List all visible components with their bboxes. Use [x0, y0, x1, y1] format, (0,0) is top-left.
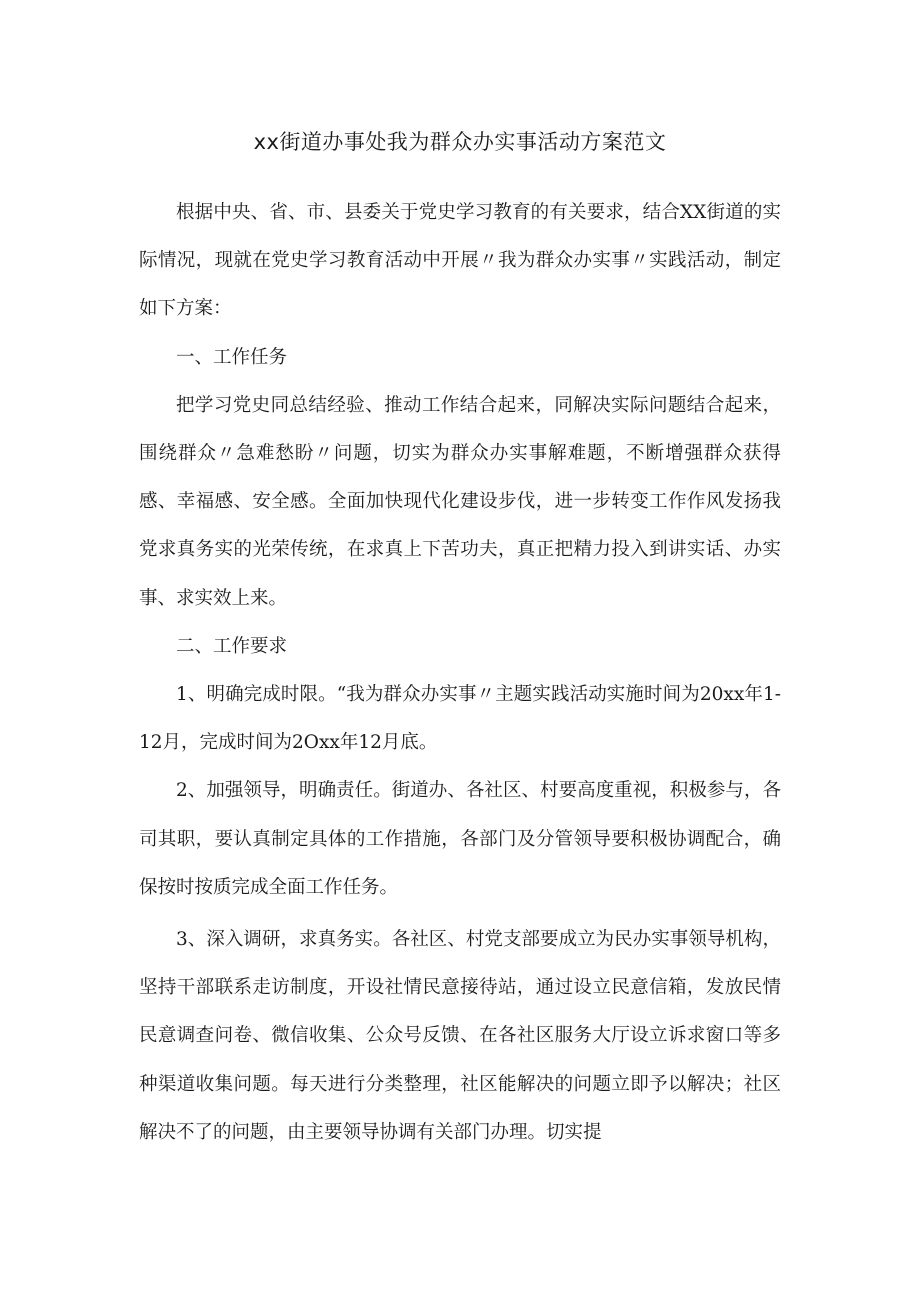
- document-title: xx街道办事处我为群众办实事活动方案范文: [253, 130, 667, 154]
- section-heading-work-tasks: 一、工作任务: [176, 346, 288, 368]
- document-body: [139, 189, 781, 1157]
- requirement-item-1: 1、明确完成时限。“我为群众办实事〃主题实践活动实施时间为20xx年1-12月，完成时间为2Oxx年12月底。: [139, 684, 781, 754]
- work-tasks-paragraph: 把学习党史同总结经验、推动工作结合起来，同解决实际问题结合起来，围绕群众〃急难愁盼〃问题，切实为群众办实事解难题，不断增强群众获得感、幸福感、安全感。全面加快现代化建设步伐，进一步转变工作作风发扬我党求真务实的光荣传统，在求真上下苦功夫，真正把精力投入到讲实话、办实事、求实效上来。: [139, 394, 781, 609]
- intro-paragraph: 根据中央、省、市、县委关于党史学习教育的有关要求，结合XX街道的实际情况，现就在党史学习教育活动中开展〃我为群众办实事〃实践活动，制定如下方案：: [139, 202, 781, 320]
- requirement-item-3: 3、深入调研，求真务实。各社区、村党支部要成立为民办实事领导机构，坚持干部联系走访制度，开设社情民意接待站，通过设立民意信箱，发放民情民意调查问卷、微信收集、公众号反馈、在各社区服务大厅设立诉求窗口等多种渠道收集问题。每天进行分类整理，社区能解决的问题立即予以解决；社区解决不了的问题，由主要领导协调有关部门办理。切实提: [139, 929, 781, 1143]
- section-heading-work-requirements: 二、工作要求: [176, 635, 288, 657]
- requirement-item-2: 2、加强领导，明确责任。街道办、各社区、村要高度重视，积极参与，各司其职，要认真制定具体的工作措施，各部门及分管领导要积极协调配合，确保按时按质完成全面工作任务。: [139, 780, 781, 898]
